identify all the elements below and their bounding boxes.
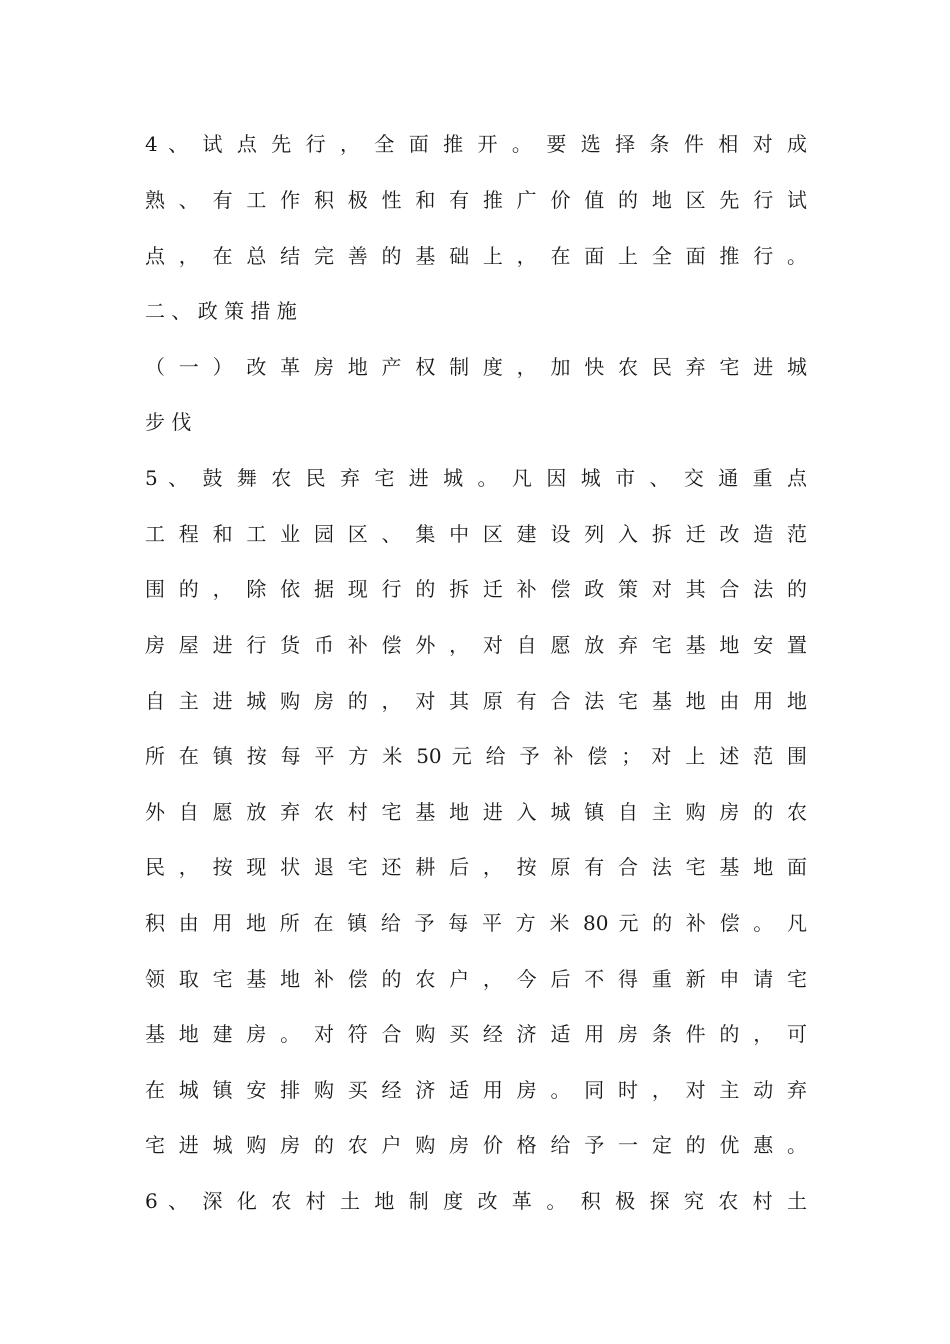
- subsection-heading-continued: 步 伐: [145, 410, 192, 434]
- paragraph-line: 熟 、 有 工 作 积 极 性 和 有 推 广 价 值 的 地 区 先 行 试: [145, 188, 807, 212]
- paragraph-line: 4 、 试 点 先 行 ， 全 面 推 开 。 要 选 择 条 件 相 对 成: [145, 132, 807, 156]
- subsection-heading: （ 一 ） 改 革 房 地 产 权 制 度 ， 加 快 农 民 弃 宅 进 城: [145, 355, 807, 379]
- paragraph-line: 点 ， 在 总 结 完 善 的 基 础 上 ， 在 面 上 全 面 推 行 。: [145, 244, 807, 268]
- paragraph-line: 领 取 宅 基 地 补 偿 的 农 户 ， 今 后 不 得 重 新 申 请 宅: [145, 967, 807, 991]
- paragraph-line: 5 、 鼓 舞 农 民 弃 宅 进 城 。 凡 因 城 市 、 交 通 重 点: [145, 466, 807, 490]
- paragraph-line: 6 、 深 化 农 村 土 地 制 度 改 革 。 积 极 探 究 农 村 土: [145, 1189, 807, 1213]
- paragraph-line: 工 程 和 工 业 园 区 、 集 中 区 建 设 列 入 拆 迁 改 造 范: [145, 522, 807, 546]
- section-heading: 二 、 政 策 措 施: [145, 299, 297, 323]
- paragraph-line: 在 城 镇 安 排 购 买 经 济 适 用 房 。 同 时 ， 对 主 动 弃: [145, 1078, 807, 1102]
- paragraph-line: 基 地 建 房 。 对 符 合 购 买 经 济 适 用 房 条 件 的 ， 可: [145, 1022, 807, 1046]
- paragraph-line: 积 由 用 地 所 在 镇 给 予 每 平 方 米 80 元 的 补 偿 。 凡: [145, 911, 807, 935]
- paragraph-line: 自 主 进 城 购 房 的 ， 对 其 原 有 合 法 宅 基 地 由 用 地: [145, 689, 807, 713]
- paragraph-line: 所 在 镇 按 每 平 方 米 50 元 给 予 补 偿 ； 对 上 述 范 围: [145, 744, 807, 768]
- paragraph-line: 围 的 ， 除 依 据 现 行 的 拆 迁 补 偿 政 策 对 其 合 法 的: [145, 577, 807, 601]
- paragraph-line: 外 自 愿 放 弃 农 村 宅 基 地 进 入 城 镇 自 主 购 房 的 农: [145, 800, 807, 824]
- paragraph-line: 房 屋 进 行 货 币 补 偿 外 ， 对 自 愿 放 弃 宅 基 地 安 置: [145, 633, 807, 657]
- paragraph-line: 宅 进 城 购 房 的 农 户 购 房 价 格 给 予 一 定 的 优 惠 。: [145, 1133, 807, 1157]
- paragraph-line: 民 ， 按 现 状 退 宅 还 耕 后 ， 按 原 有 合 法 宅 基 地 面: [145, 855, 807, 879]
